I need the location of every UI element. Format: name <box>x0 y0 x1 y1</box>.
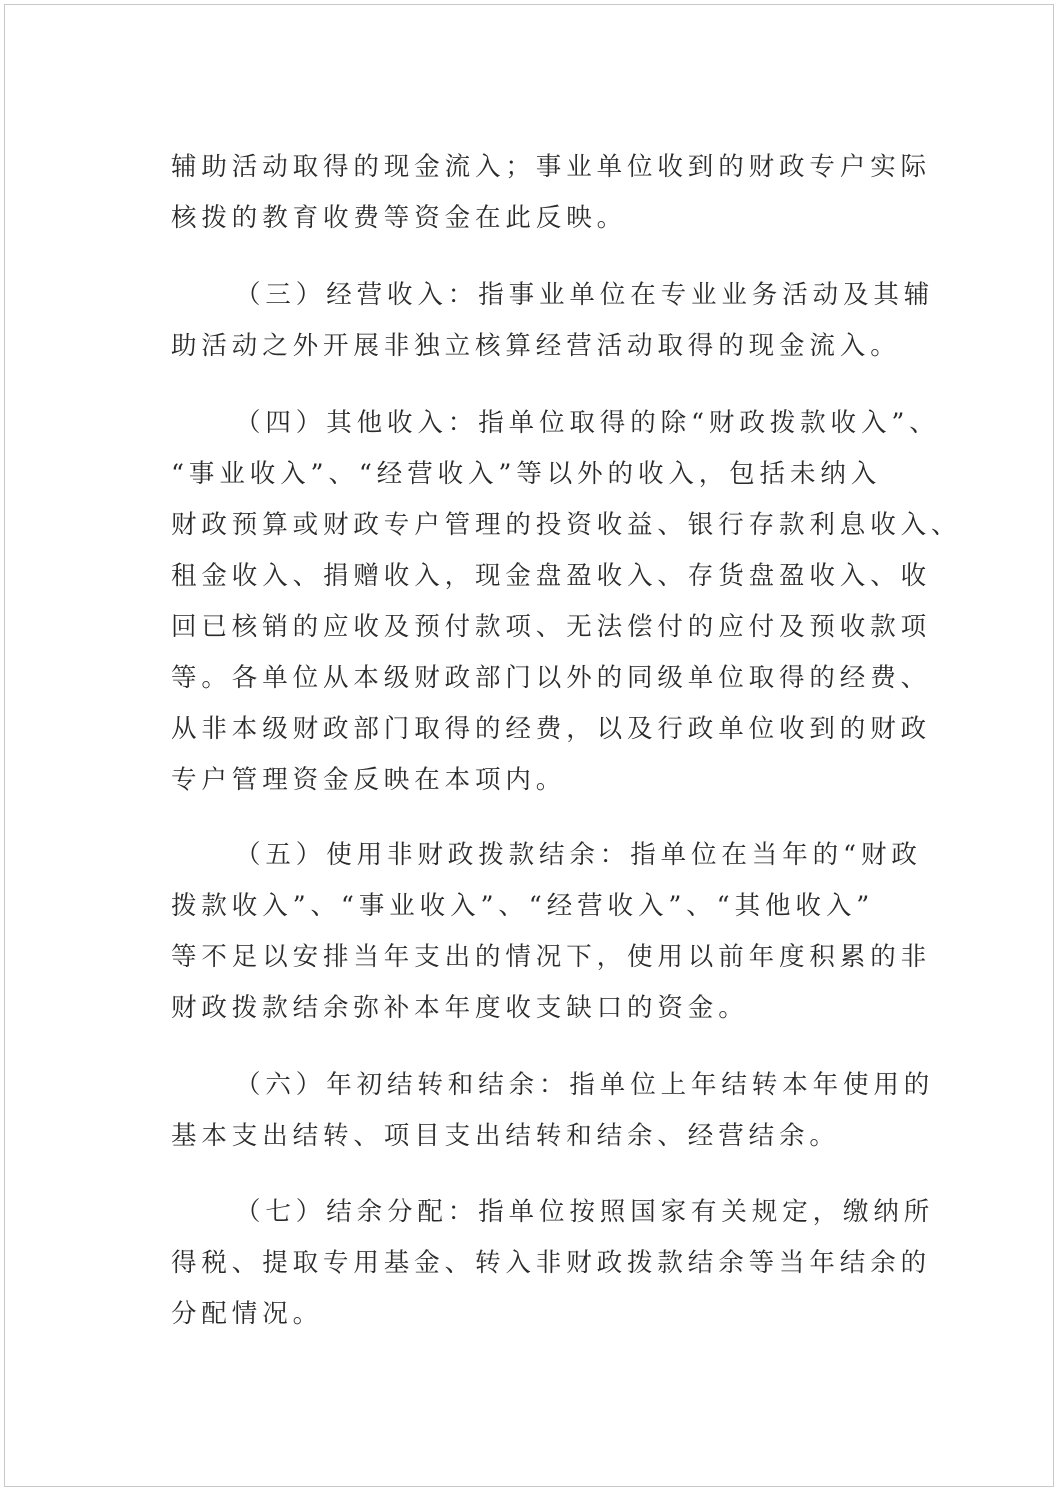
text-line: 从非本级财政部门取得的经费，以及行政单位收到的财政 <box>171 714 932 744</box>
text-line: 核拨的教育收费等资金在此反映。 <box>171 203 628 233</box>
text-line: 财政拨款结余弥补本年度收支缺口的资金。 <box>171 993 749 1023</box>
text-line: 得税、提取专用基金、转入非财政拨款结余等当年结余的 <box>171 1248 932 1278</box>
text-line: 等不足以安排当年支出的情况下，使用以前年度积累的非 <box>171 942 932 972</box>
paragraph-balance-distribution <box>171 1187 934 1340</box>
text-line: 专户管理资金反映在本项内。 <box>171 765 567 795</box>
text-line: “事业收入”、“经营收入”等以外的收入，包括未纳入 <box>171 459 882 489</box>
text-line: （六）年初结转和结余：指单位上年结转本年使用的 <box>235 1070 935 1100</box>
text-line: 回已核销的应收及预付款项、无法偿付的应付及预收款项 <box>171 612 932 642</box>
text-line: 拨款收入”、“事业收入”、“经营收入”、“其他收入” <box>171 891 875 921</box>
text-line: 基本支出结转、项目支出结转和结余、经营结余。 <box>171 1121 840 1151</box>
text-line: （四）其他收入：指单位取得的除“财政拨款收入”、 <box>235 408 940 438</box>
text-line: 等。各单位从本级财政部门以外的同级单位取得的经费、 <box>171 663 932 693</box>
document-page <box>4 4 1054 1487</box>
paragraph-operating-income <box>171 270 934 372</box>
text-line: （三）经营收入：指事业单位在专业业务活动及其辅 <box>235 280 935 310</box>
text-line: （七）结余分配：指单位按照国家有关规定，缴纳所 <box>235 1197 935 1227</box>
paragraph-non-fiscal-balance <box>171 830 931 1034</box>
paragraph-other-income <box>171 398 961 806</box>
text-line: 辅助活动取得的现金流入；事业单位收到的财政专户实际 <box>171 152 932 182</box>
text-line: （五）使用非财政拨款结余：指单位在当年的“财政 <box>235 840 922 870</box>
paragraph-opening-carryover <box>171 1060 934 1162</box>
text-line: 租金收入、捐赠收入，现金盘盈收入、存货盘盈收入、收 <box>171 561 932 591</box>
text-line: 分配情况。 <box>171 1299 324 1329</box>
paragraph-cash-inflow <box>171 142 931 244</box>
text-line: 财政预算或财政专户管理的投资收益、银行存款利息收入、 <box>171 510 962 540</box>
text-line: 助活动之外开展非独立核算经营活动取得的现金流入。 <box>171 331 901 361</box>
